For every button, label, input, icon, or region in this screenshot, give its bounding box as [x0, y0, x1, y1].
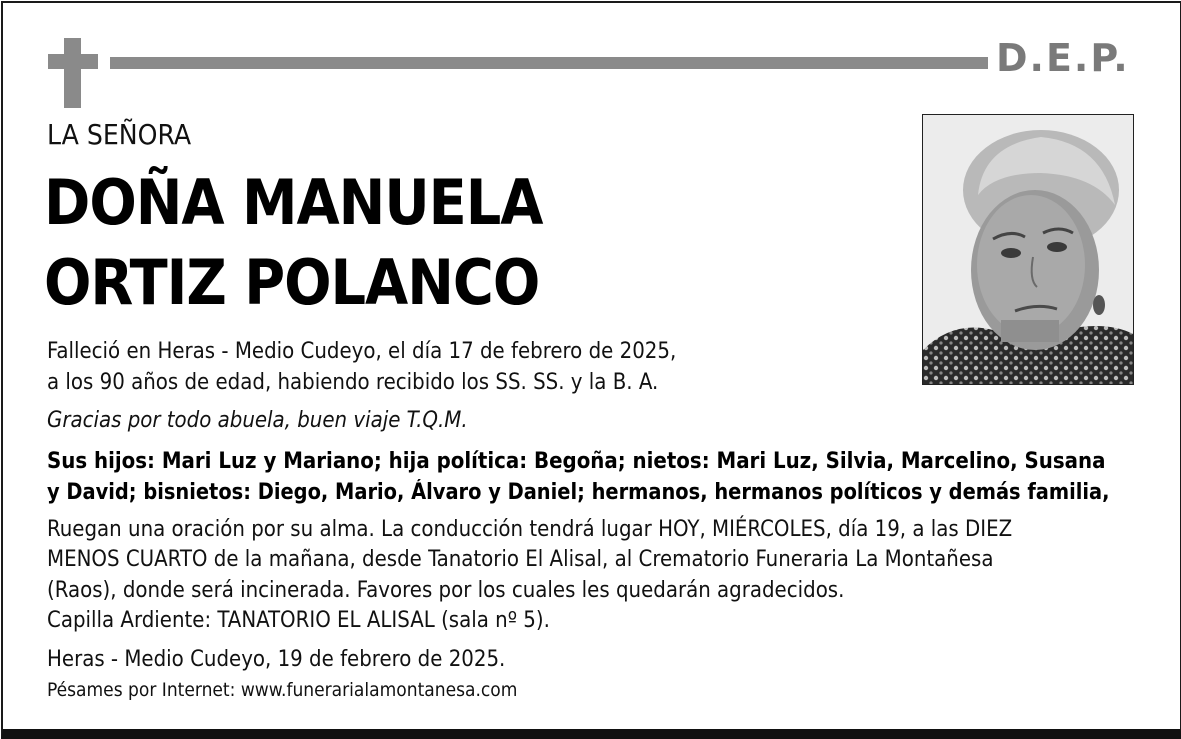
place-date-text: Heras - Medio Cudeyo, 19 de febrero de 2025. — [47, 647, 506, 672]
condolences-text: Pésames por Internet: www.funerarialamontanesa.com — [47, 679, 518, 701]
cross-icon-bar — [48, 54, 98, 69]
name-line-2: ORTIZ POLANCO — [44, 246, 540, 319]
death-text-line-1: Falleció en Heras - Medio Cudeyo, el día 17 de febrero de 2025, — [47, 339, 677, 364]
service-text-line-1: Ruegan una oración por su alma. La conducción tendrá lugar HOY, MIÉRCOLES, día 19, a las DIEZ — [47, 517, 1013, 542]
death-text-line-2: a los 90 años de edad, habiendo recibido los SS. SS. y la B. A. — [47, 370, 659, 395]
service-text-line-2: MENOS CUARTO de la mañana, desde Tanatorio El Alisal, al Crematorio Funeraria La Montañesa — [47, 547, 994, 572]
family-text-line-1: Sus hijos: Mari Luz y Mariano; hija política: Begoña; nietos: Mari Luz, Silvia, Marcelino, Susana — [47, 449, 1106, 474]
dep-label: D.E.P. — [996, 36, 1130, 80]
cross-icon — [64, 38, 81, 108]
title-label: LA SEÑORA — [47, 118, 192, 151]
header-rule — [110, 57, 988, 69]
dedication-text: Gracias por todo abuela, buen viaje T.Q.M. — [47, 408, 468, 433]
portrait-photo — [922, 114, 1134, 385]
chapel-text: Capilla Ardiente: TANATORIO EL ALISAL (sala nº 5). — [47, 608, 550, 633]
family-text-line-2: y David; bisnietos: Diego, Mario, Álvaro y Daniel; hermanos, hermanos políticos y demás familia, — [47, 480, 1110, 505]
name-line-1: DOÑA MANUELA — [44, 166, 543, 239]
service-text-line-3: (Raos), donde será incinerada. Favores por los cuales les quedarán agradecidos. — [47, 578, 845, 603]
